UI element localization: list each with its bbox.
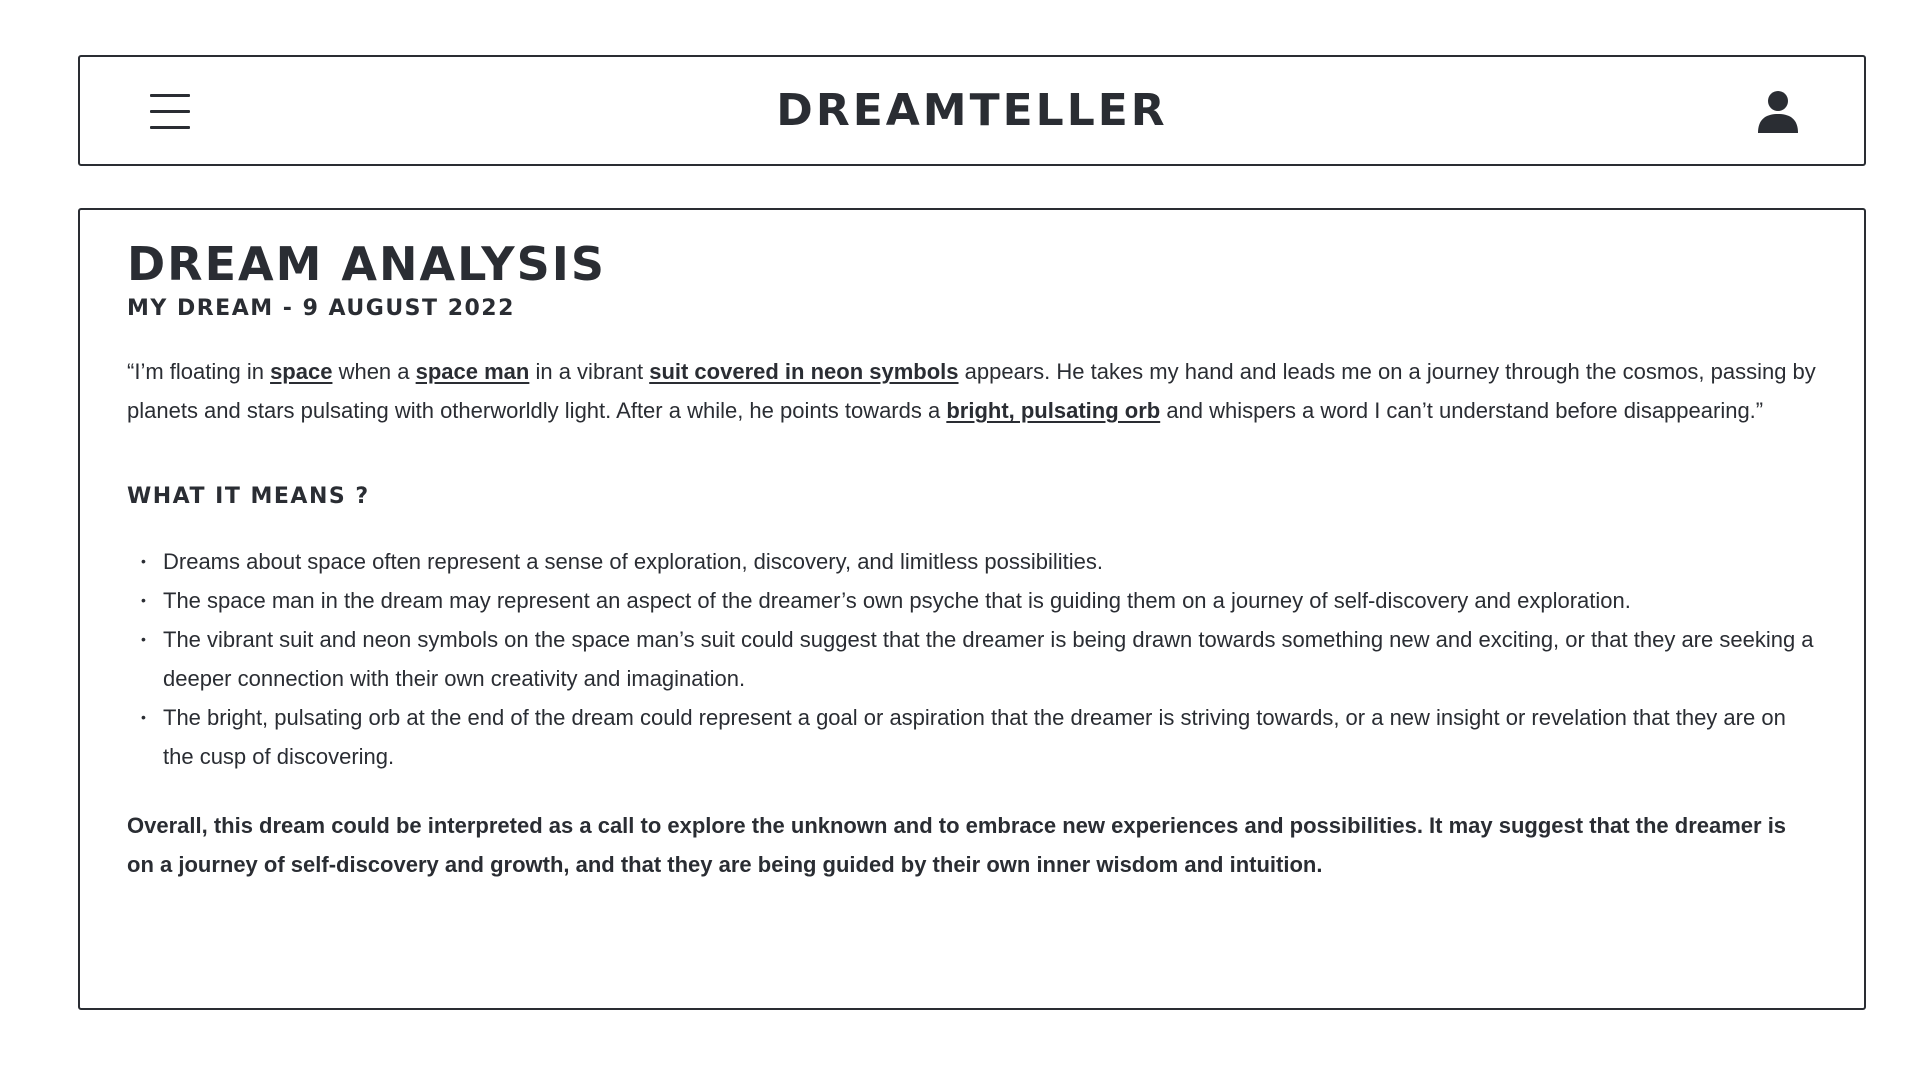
- list-item: • The bright, pulsating orb at the end of the dream could represent a goal or aspiration that the dreamer is striving towards, or a new insight or revelation that they are on the cusp of discovering.: [163, 698, 1818, 776]
- top-bar: [78, 55, 1866, 166]
- keyword-link-space[interactable]: space: [270, 359, 333, 384]
- page-title: DREAM ANALYSIS: [127, 237, 606, 291]
- dream-text-segment: in a vibrant: [529, 359, 650, 384]
- keyword-link-neon-suit[interactable]: suit covered in neon symbols: [649, 359, 959, 384]
- list-item: • The vibrant suit and neon symbols on the space man’s suit could suggest that the dreamer is being drawn towards something new and exciting, or that they are seeking a deeper connection with their own creativity and imagination.: [163, 620, 1818, 698]
- brand-logo[interactable]: DREAMTELLER: [776, 85, 1168, 136]
- user-icon-graphic: [1756, 89, 1800, 133]
- dream-text-segment: when a: [332, 359, 416, 384]
- meaning-list: [127, 542, 1818, 776]
- dream-text-segment: “I’m floating in: [127, 359, 271, 384]
- conclusion-text: Overall, this dream could be interpreted as a call to explore the unknown and to embrace new experiences and possibilities. It may suggest that the dreamer is on a journey of self-discovery and growth, and that they are being guided by their own inner wisdom and intuition.: [127, 813, 1787, 877]
- dream-text-segment: and whispers a word I can’t understand before disappearing.”: [1160, 398, 1764, 423]
- section-title-meaning: WHAT IT MEANS ?: [127, 484, 370, 509]
- keyword-link-pulsating-orb[interactable]: bright, pulsating orb: [946, 398, 1161, 423]
- user-icon[interactable]: [1756, 89, 1800, 133]
- dream-analysis-card: [78, 208, 1866, 1010]
- list-item: • The space man in the dream may represent an aspect of the dreamer’s own psyche that is guiding them on a journey of self-discovery and exploration.: [163, 581, 1818, 620]
- dream-text-segment: appears. He takes my hand and leads me on a journey through the cosmos, passing by planets and stars pulsating with otherworldly light. After a while, he points towards a: [127, 359, 1816, 423]
- dream-description: [127, 352, 1818, 430]
- keyword-link-space-man[interactable]: space man: [415, 359, 530, 384]
- list-item: • Dreams about space often represent a sense of exploration, discovery, and limitless possibilities.: [163, 542, 1818, 581]
- dream-date-subtitle: MY DREAM - 9 AUGUST 2022: [127, 296, 515, 321]
